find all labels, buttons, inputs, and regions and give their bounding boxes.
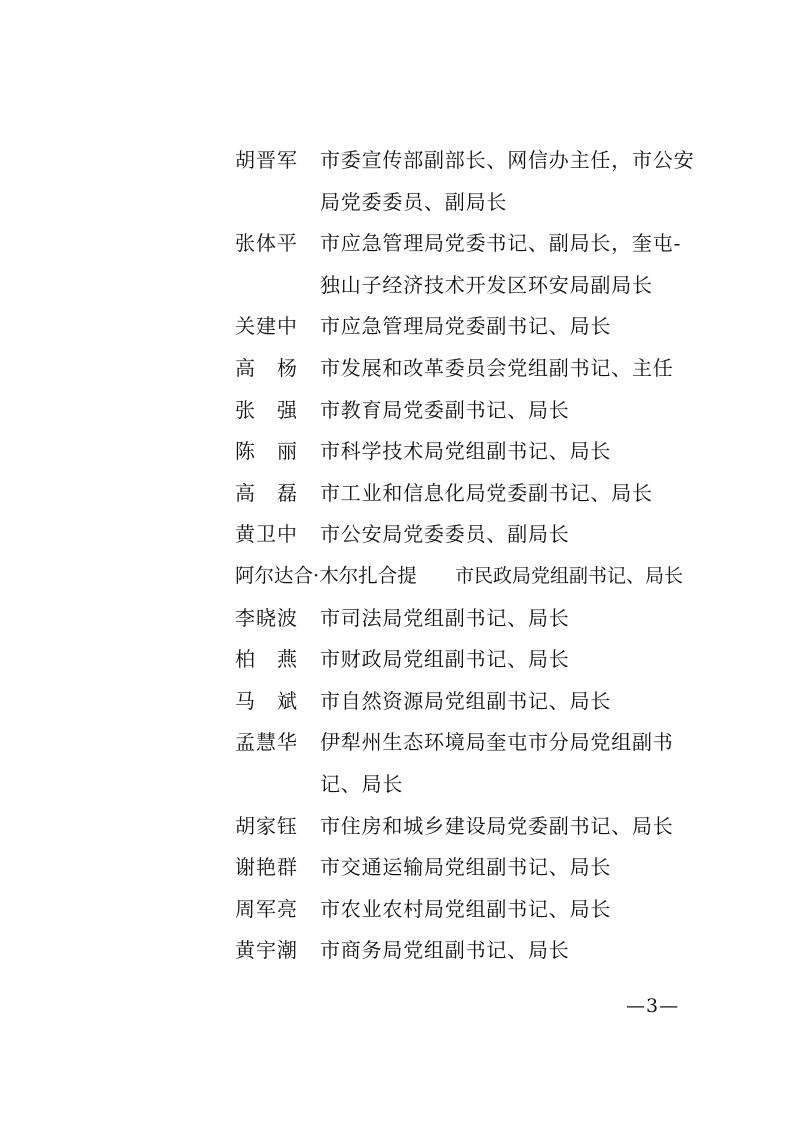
list-item — [0, 602, 793, 644]
list-item — [0, 435, 793, 477]
person-name: 胡家钰 — [235, 813, 298, 838]
person-name: 陈 丽 — [235, 439, 298, 464]
person-name: 张 强 — [235, 397, 298, 422]
list-item — [0, 352, 793, 394]
person-name: 黄卫中 — [235, 522, 298, 547]
person-name: 关建中 — [235, 314, 298, 339]
list-item — [0, 477, 793, 519]
person-name: 张体平 — [235, 231, 298, 256]
person-duty-continued: 局党委委员、副局长 — [320, 189, 508, 214]
person-duty: 市民政局党组副书记、局长 — [455, 564, 684, 587]
person-duty-continued: 记、局长 — [320, 771, 404, 796]
person-name: 高 杨 — [235, 355, 298, 380]
list-item — [0, 934, 793, 976]
list-item — [0, 893, 793, 935]
person-duty: 市教育局党委副书记、局长 — [320, 397, 570, 422]
person-name: 马 斌 — [235, 688, 298, 713]
person-duty: 市工业和信息化局党委副书记、局长 — [320, 480, 653, 505]
person-duty: 市住房和城乡建设局党委副书记、局长 — [320, 813, 674, 838]
person-duty: 市委宣传部副部长、网信办主任，市公安 — [320, 148, 695, 172]
person-duty: 市财政局党组副书记、局长 — [320, 647, 570, 672]
person-duty: 市应急管理局党委副书记、局长 — [320, 314, 612, 339]
person-name: 胡晋军 — [235, 148, 298, 172]
person-duty: 市交通运输局党组副书记、局长 — [320, 855, 612, 880]
list-item — [0, 518, 793, 560]
list-item — [0, 144, 793, 227]
person-name: 李晓波 — [235, 605, 298, 630]
person-duty: 市商务局党组副书记、局长 — [320, 938, 570, 963]
person-name: 周军亮 — [235, 896, 298, 921]
list-item — [0, 643, 793, 685]
person-duty: 市自然资源局党组副书记、局长 — [320, 688, 612, 713]
list-item — [0, 810, 793, 852]
person-name: 高 磊 — [235, 480, 298, 505]
person-name: 黄宇潮 — [235, 938, 298, 963]
personnel-list — [0, 144, 793, 976]
person-duty: 市发展和改革委员会党组副书记、主任 — [320, 355, 674, 380]
person-name: 柏 燕 — [235, 647, 298, 672]
list-item — [0, 310, 793, 352]
person-duty: 市农业农村局党组副书记、局长 — [320, 896, 612, 921]
list-item — [0, 851, 793, 893]
person-duty-continued: 独山子经济技术开发区环安局副局长 — [320, 272, 653, 297]
list-item — [0, 227, 793, 310]
person-duty: 市公安局党委委员、副局长 — [320, 522, 570, 547]
list-item — [0, 394, 793, 436]
person-duty: 市应急管理局党委书记、副局长，奎屯- — [320, 231, 682, 256]
person-duty: 市司法局党组副书记、局长 — [320, 605, 570, 630]
person-name: 阿尔达合·木尔扎合提 — [235, 563, 417, 587]
page-number: —3— — [626, 995, 680, 1017]
person-duty: 伊犁州生态环境局奎屯市分局党组副书 — [320, 730, 674, 755]
person-duty: 市科学技术局党组副书记、局长 — [320, 439, 612, 464]
list-item — [0, 560, 793, 602]
person-name: 孟慧华 — [235, 730, 298, 755]
list-item — [0, 685, 793, 727]
person-name: 谢艳群 — [235, 855, 298, 880]
list-item — [0, 726, 793, 809]
